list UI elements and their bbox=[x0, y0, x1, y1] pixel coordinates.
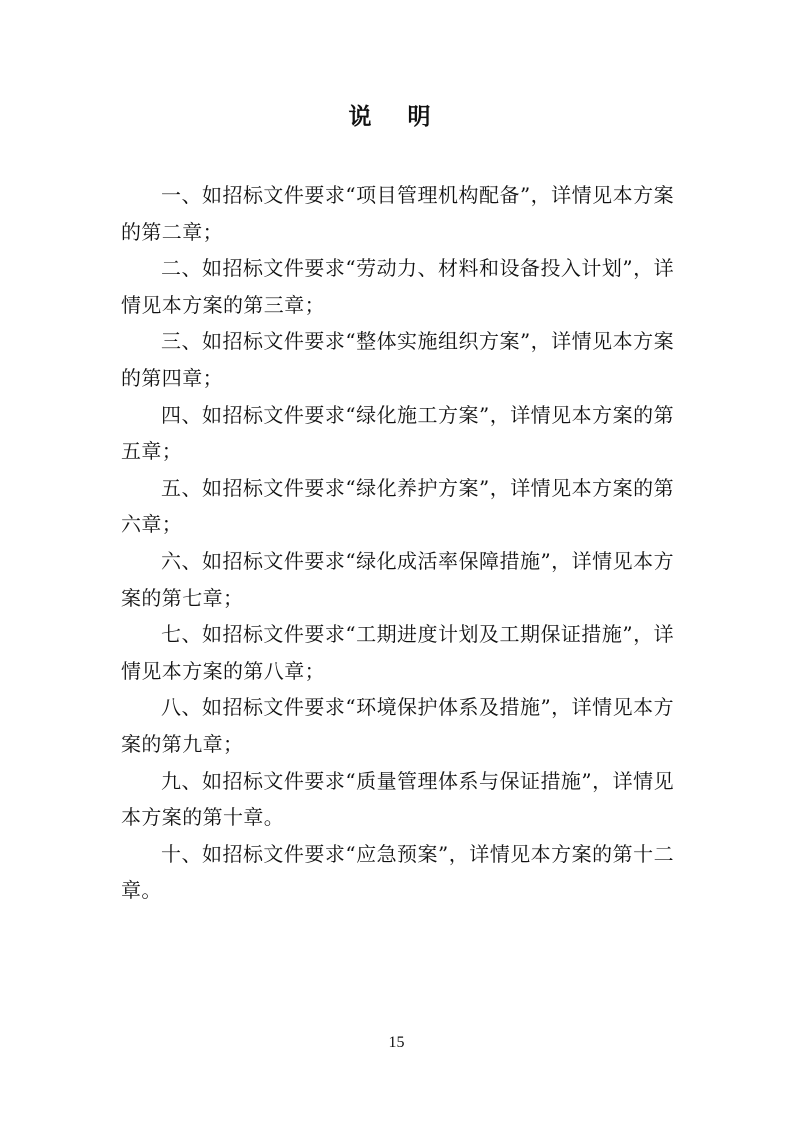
paragraph-8: 八、如招标文件要求“环境保护体系及措施”，详情见本方案的第九章； bbox=[121, 695, 674, 756]
page-number: 15 bbox=[388, 1034, 405, 1051]
paragraph-7: 七、如招标文件要求“工期进度计划及工期保证措施”，详情见本方案的第八章； bbox=[121, 622, 674, 683]
paragraph-1: 一、如招标文件要求“项目管理机构配备”，详情见本方案的第二章； bbox=[121, 183, 674, 244]
paragraph-5: 五、如招标文件要求“绿化养护方案”，详情见本方案的第六章； bbox=[121, 475, 674, 537]
paragraph-3: 三、如招标文件要求“整体实施组织方案”，详情见本方案的第四章； bbox=[121, 329, 674, 390]
page-title: 说 明 bbox=[348, 104, 445, 130]
body-text bbox=[121, 177, 674, 909]
paragraph-6: 六、如招标文件要求“绿化成活率保障措施”，详情见本方案的第七章； bbox=[121, 548, 674, 610]
paragraph-4: 四、如招标文件要求“绿化施工方案”，详情见本方案的第五章； bbox=[121, 402, 674, 464]
paragraph-9: 九、如招标文件要求“质量管理体系与保证措施”，详情见本方案的第十章。 bbox=[121, 768, 674, 830]
paragraph-2: 二、如招标文件要求“劳动力、材料和设备投入计划”，详情见本方案的第三章； bbox=[121, 256, 674, 317]
paragraph-10: 十、如招标文件要求“应急预案”，详情见本方案的第十二章。 bbox=[121, 841, 674, 903]
